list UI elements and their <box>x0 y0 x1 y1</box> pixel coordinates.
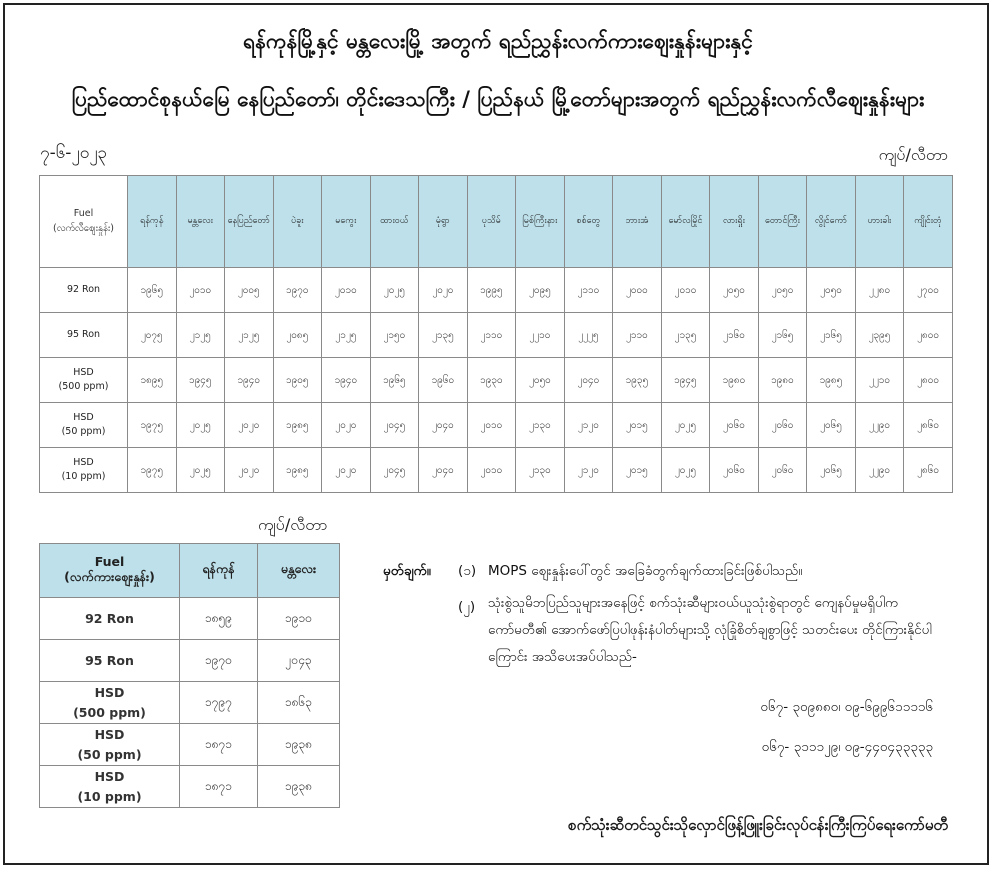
price-cell: ၂၀၂၅ <box>176 403 225 448</box>
fuel-row-header <box>40 598 180 640</box>
city-header: ဟားခါး <box>855 176 904 268</box>
fuel-grade: (50 ppm) <box>77 746 142 762</box>
city-header: ဘားအံ <box>613 176 662 268</box>
city-header: မော်လမြိုင် <box>661 176 710 268</box>
city-header: ရန်ကုန် <box>128 176 177 268</box>
fuel-header-line1: Fuel <box>73 208 94 220</box>
price-cell: ၂၀၂၀ <box>225 403 274 448</box>
wholesale-price-table <box>39 543 340 808</box>
price-cell: ၂၀၆၀ <box>710 403 759 448</box>
title-line-1: ရန်ကုန်မြို့နှင့် မန္တလေးမြို့ အတွက် ရည်ညွှန်းလက်ကားဈေးနှုန်းများနှင့် <box>243 29 753 53</box>
price-cell: ၂၀၄၀ <box>419 448 468 493</box>
price-cell: ၂၀၄၅ <box>370 403 419 448</box>
fuel-row-header <box>40 268 128 313</box>
fuel-name: HSD <box>94 685 125 701</box>
price-cell: ၂၀၅၀ <box>516 358 565 403</box>
committee-footer: စက်သုံးဆီတင်သွင်းသိုလှောင်ဖြန့်ဖြူးခြင်းလုပ်ငန်းကြီးကြပ်ရေးကော်မတီ <box>568 816 948 834</box>
price-cell: ၁၉၄၅ <box>661 358 710 403</box>
price-cell: ၂၁၆၅ <box>807 313 856 358</box>
price-cell: ၂၈၀၀ <box>904 358 953 403</box>
price-cell: ၂၀၅၀ <box>807 268 856 313</box>
price-cell: ၂၃၉၅ <box>855 313 904 358</box>
fuel-name: 95 Ron <box>85 652 134 668</box>
price-cell: ၂၀၂၅ <box>661 403 710 448</box>
price-cell: ၂၀၉၅ <box>516 268 565 313</box>
price-cell: ၂၀၁၀ <box>467 448 516 493</box>
price-cell: ၁၉၃၅ <box>613 358 662 403</box>
price-cell: ၁၉၇၀ <box>180 640 258 682</box>
fuel-row-header <box>40 358 128 403</box>
date: ၇-၆-၂၀၂၃ <box>40 143 108 163</box>
city-header: နေပြည်တော် <box>225 176 274 268</box>
price-cell: ၂၀၆၀ <box>758 448 807 493</box>
price-cell: ၁၉၉၅ <box>467 268 516 313</box>
price-cell: ၂၀၄၃ <box>258 640 340 682</box>
price-cell: ၁၉၈၅ <box>273 403 322 448</box>
price-cell: ၁၉၇၀ <box>273 268 322 313</box>
notes-label: မှတ်ချက်။ <box>383 563 431 579</box>
price-cell: ၂၀၆၅ <box>807 448 856 493</box>
price-cell: ၁၉၈၅ <box>273 448 322 493</box>
city-header: တောင်ကြီး <box>758 176 807 268</box>
price-cell: ၂၁၃၅ <box>661 313 710 358</box>
price-cell: ၁၈၇၁ <box>180 766 258 808</box>
price-cell: ၂၀၂၅ <box>370 268 419 313</box>
fuel-row-header <box>40 724 180 766</box>
city-header: ကျိုင်းတုံ <box>904 176 953 268</box>
city-header: လားရှိုး <box>710 176 759 268</box>
phone-line-2: ၀၆၇- ၃၁၁၁၂၉၊ ၀၉-၄၄၀၄၃၃၃၃၃ <box>761 739 933 755</box>
city-header: မုံရွာ <box>419 176 468 268</box>
city-header: စစ်တွေ <box>564 176 613 268</box>
price-cell: ၂၁၃၀ <box>516 448 565 493</box>
phone-line-1: ၀၆၇- ၃၀၉၈၈၀၊ ၀၉-၆၉၉၆၁၁၁၁၆ <box>760 699 933 715</box>
fuel-row-header <box>40 403 128 448</box>
price-cell: ၁၉၃၀ <box>467 358 516 403</box>
price-cell: ၂၁၁၀ <box>467 313 516 358</box>
wholesale-unit-label: ကျပ်/လီတာ <box>258 515 328 534</box>
price-cell: ၁၉၄၀ <box>225 358 274 403</box>
note-1-text: MOPS ဈေးနှုန်းပေါ်တွင် အခြေခံတွက်ချက်ထားခြင်းဖြစ်ပါသည်။ <box>488 563 803 579</box>
table-row <box>40 313 953 358</box>
price-cell: ၂၂၉၀ <box>855 448 904 493</box>
fuel-row-header <box>40 448 128 493</box>
price-cell: ၂၀၂၅ <box>661 448 710 493</box>
price-cell: ၁၉၆၅ <box>128 268 177 313</box>
fuel-name: HSD <box>73 456 94 468</box>
table-row <box>40 598 340 640</box>
price-cell: ၁၉၆၅ <box>370 358 419 403</box>
note-1-number: (၁) <box>458 563 477 579</box>
fuel-grade: (10 ppm) <box>61 471 106 482</box>
fuel-name: HSD <box>73 411 94 423</box>
city-header: ပဲခူး <box>273 176 322 268</box>
price-cell: ၂၀၁၀ <box>467 403 516 448</box>
price-cell: ၁၈၉၅ <box>128 358 177 403</box>
price-cell: ၂၁၁၀ <box>564 268 613 313</box>
city-header: မန္တလေး <box>176 176 225 268</box>
price-cell: ၂၁၆၀ <box>710 313 759 358</box>
price-cell: ၂၀၂၀ <box>419 268 468 313</box>
price-cell: ၂၁၁၀ <box>613 313 662 358</box>
price-cell: ၂၀၇၅ <box>128 313 177 358</box>
city-header: ရန်ကုန် <box>180 544 258 598</box>
price-cell: ၂၁၃၀ <box>516 403 565 448</box>
title-line-2: ပြည်ထောင်စုနယ်မြေ နေပြည်တော်၊ တိုင်းဒေသကြီး / ပြည်နယ် မြို့တော်များအတွက် ရည်ညွှန်းလက်လီဈေးနှုန်းများ <box>71 87 925 111</box>
price-cell: ၂၀၁၅ <box>613 448 662 493</box>
price-cell: ၂၁၂၀ <box>564 448 613 493</box>
price-cell: ၂၂၁၀ <box>855 358 904 403</box>
price-cell: ၂၀၁၀ <box>322 268 371 313</box>
table-row <box>40 724 340 766</box>
price-cell: ၂၀၂၀ <box>322 403 371 448</box>
price-cell: ၂၁၂၀ <box>564 403 613 448</box>
fuel-header-line2: (လက်လီဈေးနှုန်း) <box>52 222 115 234</box>
city-header: ပုသိမ် <box>467 176 516 268</box>
table-row <box>40 766 340 808</box>
price-cell: ၂၂၉၀ <box>855 403 904 448</box>
price-cell: ၂၀၆၀ <box>758 403 807 448</box>
table-row <box>40 682 340 724</box>
price-cell: ၁၉၈၀ <box>758 358 807 403</box>
fuel-name: 92 Ron <box>66 283 101 295</box>
retail-price-table <box>39 175 953 493</box>
fuel-row-header <box>40 682 180 724</box>
price-cell: ၂၀၁၅ <box>613 403 662 448</box>
fuel-header-line2: (လက်ကားဈေးနှုန်း) <box>64 568 155 584</box>
note-2-text: သုံးစွဲသူမိဘပြည်သူများအနေဖြင့် စက်သုံးဆီများဝယ်ယူသုံးစွဲရာတွင် ကျေနပ်မှုမရှိပါက ကော်မတီ၏ အောက်ဖော်ပြပါဖုန်းနံပါတ်များသို့ လုံခြုံစိတ်ချစွာဖြင့် သတင်းပေး တိုင်ကြားနိုင်ပါကြောင်း အသိပေးအပ်ပါသည်- <box>488 595 932 665</box>
price-cell: ၂၀၄၀ <box>564 358 613 403</box>
price-cell: ၁၉၄၅ <box>176 358 225 403</box>
fuel-name: 95 Ron <box>66 328 101 340</box>
note-2-number: (၂) <box>458 599 476 615</box>
city-header: ထားဝယ် <box>370 176 419 268</box>
price-cell: ၁၉၄၀ <box>322 358 371 403</box>
fuel-grade: (10 ppm) <box>77 788 142 804</box>
price-cell: ၁၉၁၀ <box>258 598 340 640</box>
fuel-grade: (500 ppm) <box>58 381 109 392</box>
price-cell: ၂၀၁၀ <box>176 268 225 313</box>
table-row <box>40 640 340 682</box>
price-cell: ၁၉၀၅ <box>273 358 322 403</box>
price-cell: ၂၀၄၅ <box>370 448 419 493</box>
price-cell: ၂၁၅၀ <box>370 313 419 358</box>
price-cell: ၁၉၈၅ <box>807 358 856 403</box>
table-row <box>40 268 953 313</box>
price-cell: ၁၉၆၀ <box>419 358 468 403</box>
price-cell: ၂၀၆၅ <box>807 403 856 448</box>
fuel-name: HSD <box>94 769 125 785</box>
price-cell: ၂၀၄၀ <box>419 403 468 448</box>
fuel-name: HSD <box>94 727 125 743</box>
city-header: မကွေး <box>322 176 371 268</box>
fuel-header-cell <box>40 176 128 268</box>
price-cell: ၂၀၀၀ <box>613 268 662 313</box>
city-header: လွိုင်ကော် <box>807 176 856 268</box>
price-cell: ၁၉၃၈ <box>258 766 340 808</box>
city-header: မန္တလေး <box>258 544 340 598</box>
fuel-row-header <box>40 640 180 682</box>
price-cell: ၁၉၇၅ <box>128 448 177 493</box>
price-cell: ၂၈၆၀ <box>904 448 953 493</box>
price-cell: ၂၀၂၅ <box>176 448 225 493</box>
fuel-grade: (50 ppm) <box>61 426 106 437</box>
price-cell: ၂၁၂၅ <box>322 313 371 358</box>
price-cell: ၂၁၃၅ <box>419 313 468 358</box>
price-cell: ၂၀၀၅ <box>225 268 274 313</box>
price-cell: ၂၀၂၀ <box>225 448 274 493</box>
price-cell: ၂၀၆၀ <box>710 448 759 493</box>
fuel-row-header <box>40 313 128 358</box>
price-cell: ၁၈၇၁ <box>180 724 258 766</box>
price-cell: ၁၈၆၃ <box>258 682 340 724</box>
fuel-row-header <box>40 766 180 808</box>
price-cell: ၁၉၇၅ <box>128 403 177 448</box>
price-cell: ၂၀၁၀ <box>661 268 710 313</box>
table-row <box>40 358 953 403</box>
price-cell: ၂၀၅၀ <box>710 268 759 313</box>
price-cell: ၁၈၅၉ <box>180 598 258 640</box>
price-cell: ၁၇၉၇ <box>180 682 258 724</box>
table-row <box>40 403 953 448</box>
price-cell: ၂၇၀၀ <box>904 268 953 313</box>
city-header: မြစ်ကြီးနား <box>516 176 565 268</box>
price-cell: ၁၉၃၈ <box>258 724 340 766</box>
price-cell: ၂၀၈၅ <box>273 313 322 358</box>
fuel-header-line1: Fuel <box>94 553 125 569</box>
fuel-name: HSD <box>73 366 94 378</box>
fuel-grade: (500 ppm) <box>73 704 146 720</box>
price-cell: ၂၂၁၀ <box>516 313 565 358</box>
price-cell: ၂၂၈၀ <box>855 268 904 313</box>
price-cell: ၂၈၆၀ <box>904 403 953 448</box>
fuel-header-cell <box>40 544 180 598</box>
price-cell: ၂၂၂၅ <box>564 313 613 358</box>
price-cell: ၁၉၈၀ <box>710 358 759 403</box>
table-row <box>40 448 953 493</box>
price-cell: ၂၀၅၀ <box>758 268 807 313</box>
price-cell: ၂၁၂၅ <box>176 313 225 358</box>
price-cell: ၂၁၆၅ <box>758 313 807 358</box>
price-cell: ၂၀၂၀ <box>322 448 371 493</box>
price-cell: ၂၈၀၀ <box>904 313 953 358</box>
unit-label: ကျပ်/လီတာ <box>878 145 948 164</box>
fuel-name: 92 Ron <box>85 610 134 626</box>
price-cell: ၂၁၂၅ <box>225 313 274 358</box>
